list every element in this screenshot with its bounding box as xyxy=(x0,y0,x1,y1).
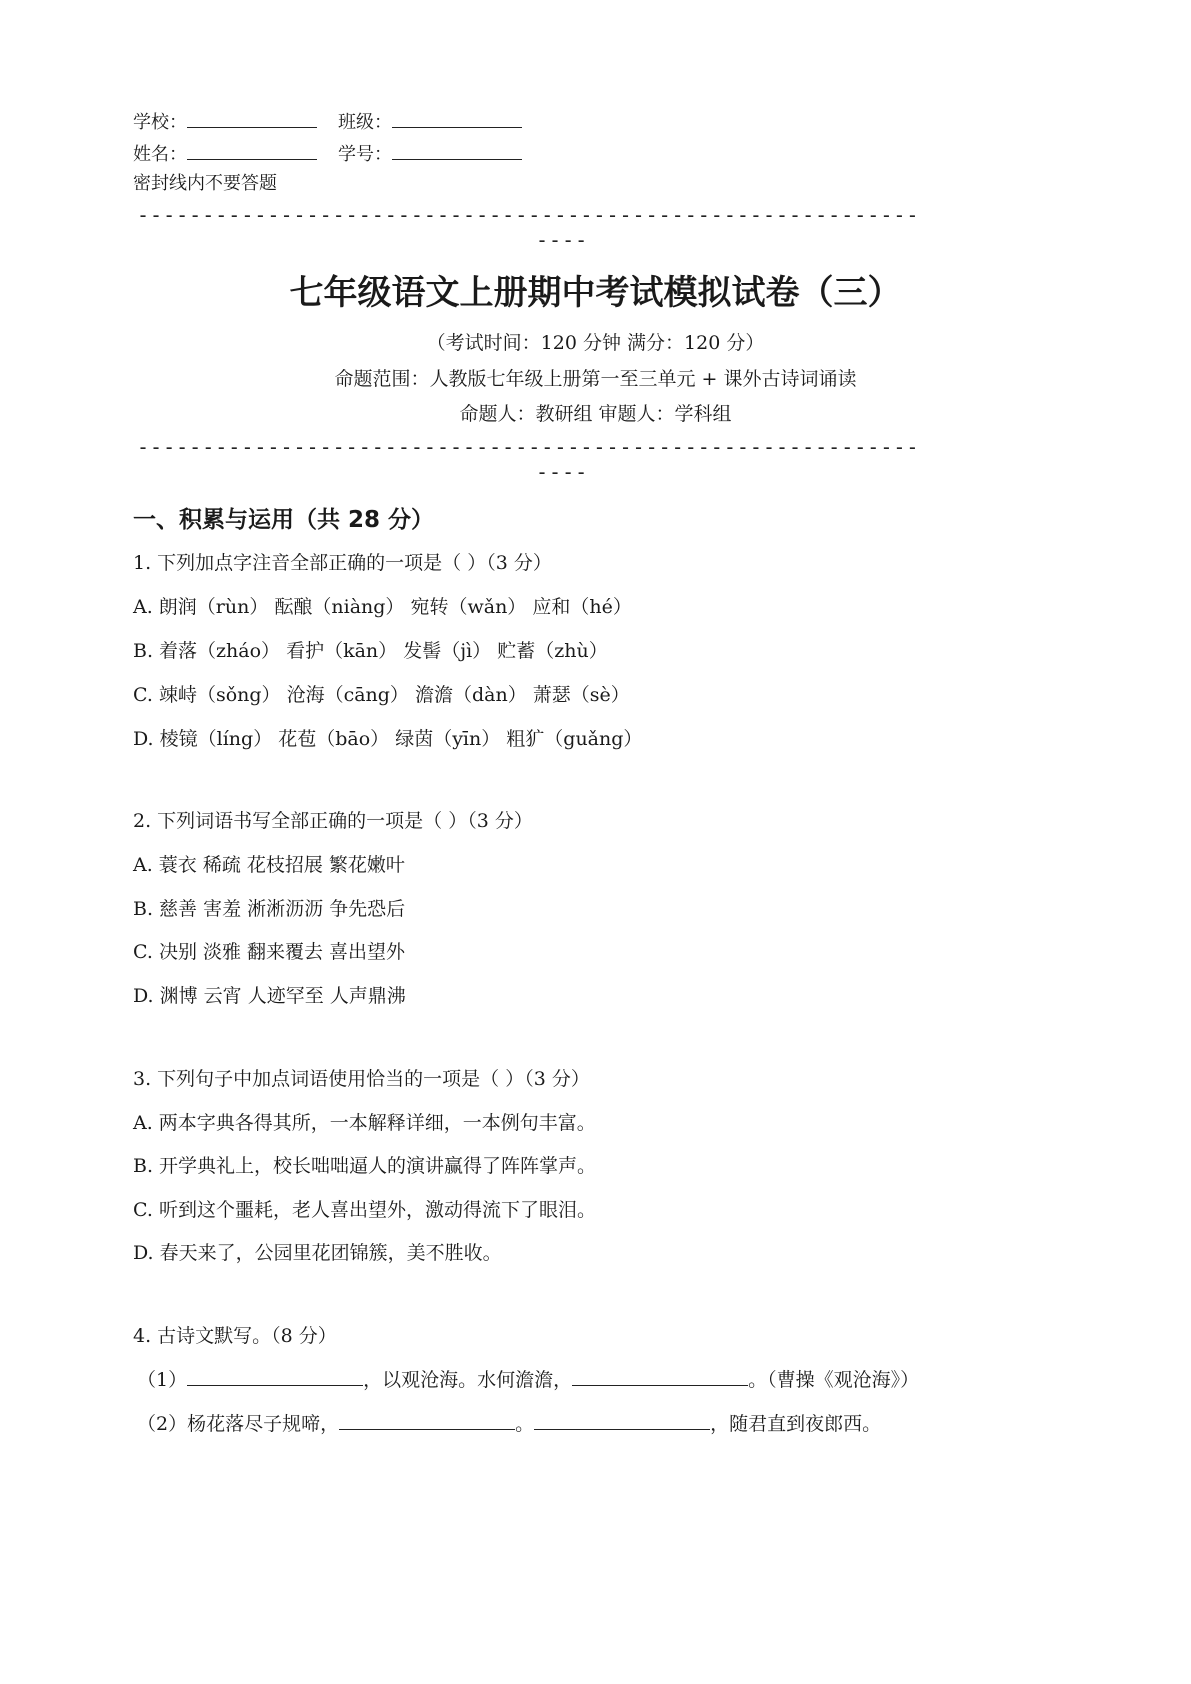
id-blank[interactable] xyxy=(392,141,522,160)
question-4-line-1 xyxy=(137,1367,919,1393)
question-4-stem: 4. 古诗文默写。（8 分） xyxy=(133,1325,337,1347)
question-3-option-d: D. 春天来了，公园里花团锦簇，美不胜收。 xyxy=(133,1242,502,1264)
seal-note: 密封线内不要答题 xyxy=(133,173,277,194)
divider-line-tail: ---- xyxy=(536,460,589,484)
exam-scope: 命题范围：人教版七年级上册第一至三单元 + 课外古诗词诵读 xyxy=(334,368,857,390)
question-3-stem: 3. 下列句子中加点词语使用恰当的一项是（ ）（3 分） xyxy=(133,1068,590,1090)
exam-title: 七年级语文上册期中考试模拟试卷（三） xyxy=(289,273,902,313)
question-4-line-2-suffix: ，随君直到夜郎西。 xyxy=(710,1413,882,1435)
id-field xyxy=(338,141,522,167)
question-3-option-c: C. 听到这个噩耗，老人喜出望外，激动得流下了眼泪。 xyxy=(133,1199,596,1221)
question-2-option-d: D. 渊博 云宵 人迹罕至 人声鼎沸 xyxy=(133,985,406,1007)
question-4-line-1-middle: ，以观沧海。水何澹澹， xyxy=(363,1369,573,1391)
exam-time-info: （考试时间：120 分钟 满分：120 分） xyxy=(426,332,765,354)
name-blank[interactable] xyxy=(187,141,317,160)
section-title: 一、积累与运用（共 28 分） xyxy=(133,507,435,533)
question-2-option-a: A. 蓑衣 稀疏 花枝招展 繁花嫩叶 xyxy=(133,854,405,876)
question-4-line-1-prefix: （1） xyxy=(137,1369,188,1391)
question-2-option-c: C. 决别 淡雅 翻来覆去 喜出望外 xyxy=(133,941,406,963)
question-2-stem: 2. 下列词语书写全部正确的一项是（ ）（3 分） xyxy=(133,810,533,832)
question-4-line-1-suffix: 。（曹操《观沧海》） xyxy=(748,1369,920,1391)
seal-line-tail: ---- xyxy=(536,228,589,252)
question-1-option-c: C. 竦峙（sǒng） 沧海（cāng） 澹澹（dàn） 萧瑟（sè） xyxy=(133,684,630,706)
answer-blank[interactable] xyxy=(534,1411,710,1430)
class-blank[interactable] xyxy=(392,109,522,128)
question-4-line-2-middle: 。 xyxy=(515,1413,535,1435)
name-label: 姓名： xyxy=(133,144,187,165)
id-label: 学号： xyxy=(338,144,392,165)
answer-blank[interactable] xyxy=(187,1367,363,1386)
question-4-line-2 xyxy=(137,1411,881,1437)
question-1-stem: 1. 下列加点字注音全部正确的一项是（ ）（3 分） xyxy=(133,552,552,574)
answer-blank[interactable] xyxy=(572,1367,748,1386)
name-field xyxy=(133,141,317,167)
exam-authors: 命题人：教研组 审题人：学科组 xyxy=(459,403,732,425)
question-2-option-b: B. 慈善 害羞 淅淅沥沥 争先恐后 xyxy=(133,898,406,920)
question-1-option-a: A. 朗润（rùn） 酝酿（niàng） 宛转（wǎn） 应和（hé） xyxy=(133,596,632,618)
school-blank[interactable] xyxy=(187,109,317,128)
divider-line: ------------------------------------------------------------ xyxy=(137,435,920,459)
question-1-option-b: B. 着落（zháo） 看护（kān） 发髻（jì） 贮蓄（zhù） xyxy=(133,640,608,662)
class-field xyxy=(338,109,522,135)
question-3-option-b: B. 开学典礼上，校长咄咄逼人的演讲赢得了阵阵掌声。 xyxy=(133,1155,597,1177)
question-1-option-d: D. 棱镜（líng） 花苞（bāo） 绿茵（yīn） 粗犷（guǎng） xyxy=(133,728,643,750)
school-field xyxy=(133,109,317,135)
school-label: 学校： xyxy=(133,112,187,133)
answer-blank[interactable] xyxy=(339,1411,515,1430)
question-3-option-a: A. 两本字典各得其所，一本解释详细，一本例句丰富。 xyxy=(133,1112,596,1134)
class-label: 班级： xyxy=(338,112,392,133)
question-4-line-2-prefix: （2）杨花落尽子规啼， xyxy=(137,1413,340,1435)
seal-line: ------------------------------------------------------------ xyxy=(137,203,920,227)
